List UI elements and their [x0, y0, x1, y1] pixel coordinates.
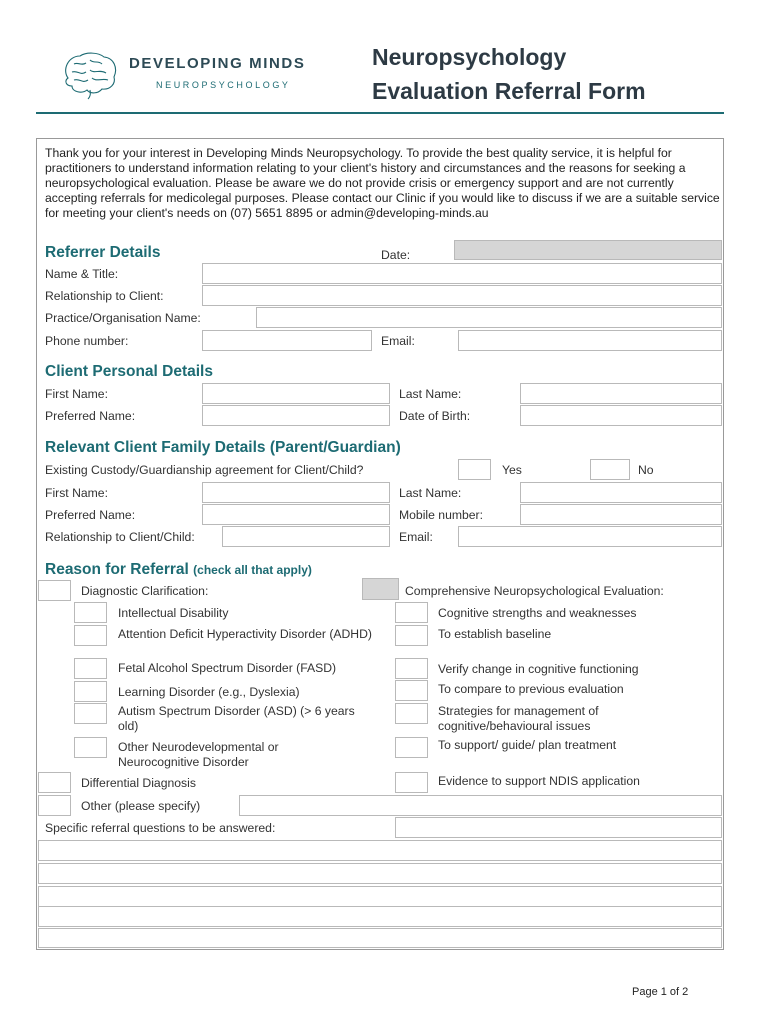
- left-item-checkbox[interactable]: [74, 625, 107, 646]
- reason-heading: [45, 561, 312, 579]
- left-item-checkbox[interactable]: [74, 737, 107, 758]
- right-item-label: To compare to previous evaluation: [438, 682, 624, 696]
- specific-questions-line[interactable]: [38, 928, 722, 948]
- brand-subtitle: NEUROPSYCHOLOGY: [156, 80, 291, 90]
- guardian-relationship-label: Relationship to Client/Child:: [45, 530, 195, 544]
- specific-questions-line[interactable]: [38, 906, 722, 927]
- guardian-email-field[interactable]: [458, 526, 722, 547]
- left-item-checkbox[interactable]: [74, 681, 107, 702]
- client-preferred-name-label: Preferred Name:: [45, 409, 136, 423]
- diagnostic-clarification-checkbox[interactable]: [38, 580, 71, 601]
- left-item-label: Fetal Alcohol Spectrum Disorder (FASD): [118, 661, 337, 675]
- guardian-email-label: Email:: [399, 530, 433, 544]
- custody-no-label: No: [638, 463, 654, 477]
- guardian-first-name-field[interactable]: [202, 482, 390, 503]
- right-item-label: To establish baseline: [438, 627, 552, 641]
- comprehensive-evaluation-label: Comprehensive Neuropsychological Evaluation:: [405, 584, 664, 598]
- right-item-checkbox[interactable]: [395, 680, 428, 701]
- referrer-email-label: Email:: [381, 334, 415, 348]
- client-last-name-label: Last Name:: [399, 387, 462, 401]
- dob-field[interactable]: [520, 405, 722, 426]
- client-first-name-label: First Name:: [45, 387, 108, 401]
- left-item-label: Attention Deficit Hyperactivity Disorder (ADHD): [118, 627, 372, 641]
- client-heading: Client Personal Details: [45, 363, 213, 380]
- other-label: Other (please specify): [81, 799, 201, 813]
- left-item-checkbox[interactable]: [74, 658, 107, 679]
- reason-heading-text: Reason for Referral: [45, 561, 189, 578]
- guardian-preferred-name-field[interactable]: [202, 504, 390, 525]
- custody-no-checkbox[interactable]: [590, 459, 630, 480]
- left-item-checkbox[interactable]: [74, 602, 107, 623]
- guardian-last-name-label: Last Name:: [399, 486, 462, 500]
- page-number: Page 1 of 2: [632, 986, 689, 998]
- right-item-label: Strategies for management of cognitive/behavioural issues: [438, 704, 599, 733]
- referrer-relationship-field[interactable]: [202, 285, 722, 306]
- name-title-field[interactable]: [202, 263, 722, 284]
- family-heading: Relevant Client Family Details (Parent/Guardian): [45, 439, 401, 456]
- referrer-email-field[interactable]: [458, 330, 722, 351]
- specific-questions-line[interactable]: [38, 840, 722, 861]
- right-item-label: Cognitive strengths and weaknesses: [438, 606, 637, 620]
- specific-questions-line[interactable]: [38, 886, 722, 907]
- specific-questions-field[interactable]: [395, 817, 722, 838]
- date-field[interactable]: [454, 240, 722, 260]
- client-preferred-name-field[interactable]: [202, 405, 390, 426]
- right-item-checkbox[interactable]: [395, 602, 428, 623]
- referrer-relationship-label: Relationship to Client:: [45, 289, 164, 303]
- phone-label: Phone number:: [45, 334, 129, 348]
- date-label: Date:: [381, 248, 411, 262]
- right-item-checkbox[interactable]: [395, 737, 428, 758]
- right-item-checkbox[interactable]: [395, 625, 428, 646]
- other-specify-field[interactable]: [239, 795, 722, 816]
- left-item-label: Other Neurodevelopmental or Neurocognitive Disorder: [118, 740, 279, 769]
- right-item-label: To support/ guide/ plan treatment: [438, 738, 617, 752]
- mobile-field[interactable]: [520, 504, 722, 525]
- right-item-checkbox[interactable]: [395, 658, 428, 679]
- phone-field[interactable]: [202, 330, 372, 351]
- form-title-line2: Evaluation Referral Form: [372, 78, 646, 104]
- guardian-first-name-label: First Name:: [45, 486, 108, 500]
- brain-icon: [60, 50, 120, 100]
- custody-yes-label: Yes: [502, 463, 522, 477]
- form-title-line1: Neuropsychology: [372, 44, 567, 70]
- custody-yes-checkbox[interactable]: [458, 459, 491, 480]
- left-item-label: Intellectual Disability: [118, 606, 229, 620]
- mobile-label: Mobile number:: [399, 508, 483, 522]
- specific-questions-line[interactable]: [38, 863, 722, 884]
- referrer-heading: Referrer Details: [45, 244, 161, 261]
- custody-question: Existing Custody/Guardianship agreement for Client/Child?: [45, 463, 364, 477]
- diagnostic-clarification-label: Diagnostic Clarification:: [81, 584, 209, 598]
- specific-questions-label: Specific referral questions to be answered:: [45, 821, 276, 835]
- comprehensive-evaluation-checkbox[interactable]: [362, 578, 399, 600]
- guardian-last-name-field[interactable]: [520, 482, 722, 503]
- other-checkbox[interactable]: [38, 795, 71, 816]
- header-divider: [36, 112, 724, 114]
- right-item-checkbox[interactable]: [395, 772, 428, 793]
- dob-label: Date of Birth:: [399, 409, 471, 423]
- guardian-preferred-name-label: Preferred Name:: [45, 508, 136, 522]
- practice-field[interactable]: [256, 307, 722, 328]
- right-item-label: Verify change in cognitive functioning: [438, 662, 639, 676]
- reason-heading-note: (check all that apply): [193, 563, 312, 577]
- differential-diagnosis-checkbox[interactable]: [38, 772, 71, 793]
- brand-name: DEVELOPING MINDS: [129, 55, 306, 72]
- guardian-relationship-field[interactable]: [222, 526, 390, 547]
- intro-text: Thank you for your interest in Developing Minds Neuropsychology. To provide the best quality service, it is helpful for practitioners to understand information relating to your client's history and circumstances and the reasons for seeking a neuropsychological evaluation. Please be aware we do not provide crisis or emergency support and are not currently accepting referrals for medicolegal purposes. Please contact our Clinic if you would like to discuss if we are a suitable service for meeting your client's needs on (07) 5651 8895 or admin@developing-minds.au: [45, 146, 720, 220]
- name-title-label: Name & Title:: [45, 267, 119, 281]
- left-item-label: Autism Spectrum Disorder (ASD) (> 6 years old): [118, 704, 355, 733]
- left-item-checkbox[interactable]: [74, 703, 107, 724]
- client-last-name-field[interactable]: [520, 383, 722, 404]
- differential-diagnosis-label: Differential Diagnosis: [81, 776, 196, 790]
- practice-label: Practice/Organisation Name:: [45, 311, 201, 325]
- logo: [60, 50, 120, 100]
- client-first-name-field[interactable]: [202, 383, 390, 404]
- left-item-label: Learning Disorder (e.g., Dyslexia): [118, 685, 300, 699]
- right-item-label: Evidence to support NDIS application: [438, 774, 640, 788]
- right-item-checkbox[interactable]: [395, 703, 428, 724]
